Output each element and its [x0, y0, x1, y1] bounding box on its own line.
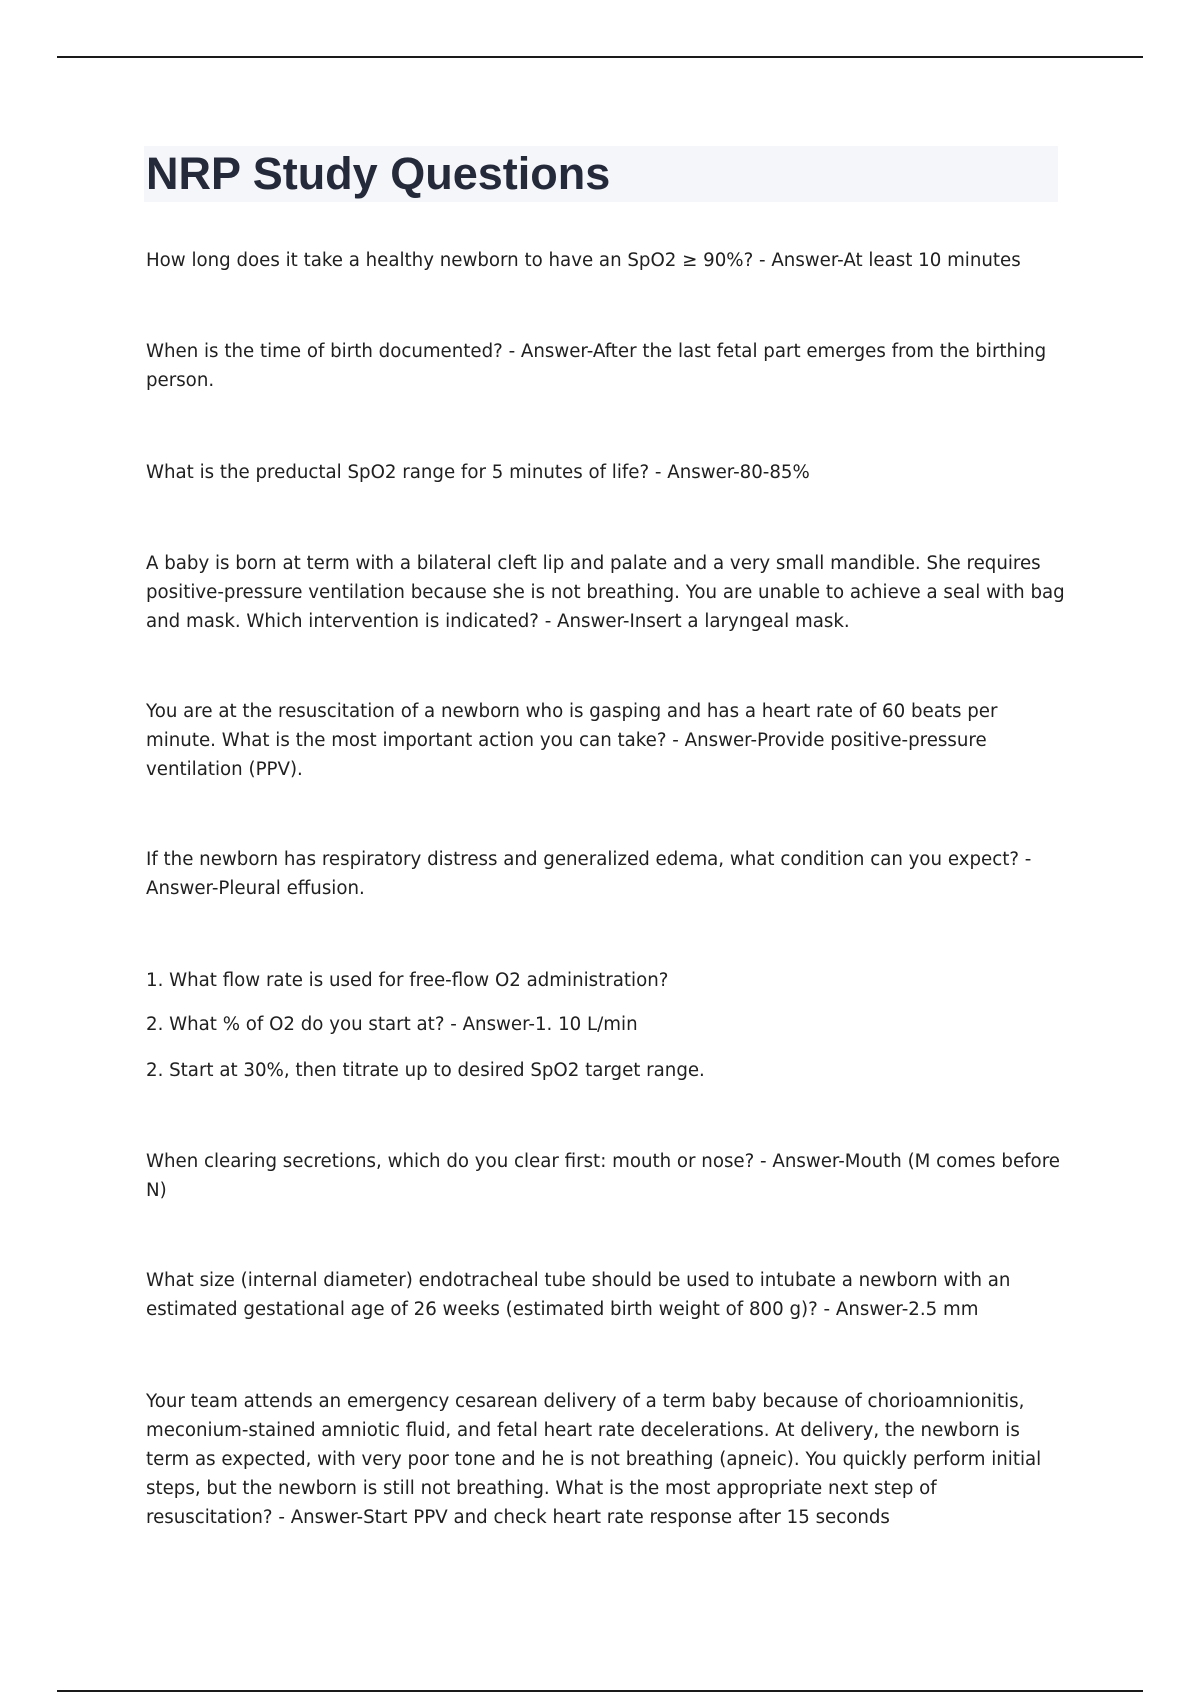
question-item: Your team attends an emergency cesarean delivery of a term baby because of chorioamnionitis, meconium-stained amniotic fluid, and fetal heart rate decelerations. At delivery, the newborn is term as expected, with very poor tone and he is not breathing (apneic). You quickly perform initial steps, but the newborn is still not breathing. What is the most appropriate next step of resuscitation? - Answer-Start PPV and check heart rate response after 15 seconds [146, 1391, 1042, 1528]
question-item: You are at the resuscitation of a newborn who is gasping and has a heart rate of 60 beats per minute. What is the most important action you can take? - Answer-Provide positive-pressure ventilation (PPV). [146, 701, 998, 780]
question-item: If the newborn has respiratory distress and generalized edema, what condition can you expect? - Answer-Pleural effusion. [146, 849, 1032, 899]
top-rule [57, 56, 1143, 58]
page-title: NRP Study Questions [146, 148, 611, 199]
question-item: What size (internal diameter) endotracheal tube should be used to intubate a newborn with an estimated gestational age of 26 weeks (estimated birth weight of 800 g)? - Answer-2.5 mm [146, 1270, 1011, 1320]
question-item: What is the preductal SpO2 range for 5 minutes of life? - Answer-80-85% [146, 462, 810, 483]
question-item: When is the time of birth documented? - Answer-After the last fetal part emerges from the birthing person. [146, 341, 1047, 391]
question-item: A baby is born at term with a bilateral cleft lip and palate and a very small mandible. She requires positive-pressure ventilation because she is not breathing. You are unable to achieve a seal with bag and mask. Which intervention is indicated? - Answer-Insert a laryngeal mask. [146, 553, 1065, 632]
question-item: How long does it take a healthy newborn to have an SpO2 ≥ 90%? - Answer-At least 10 minutes [146, 250, 1021, 271]
bottom-rule [57, 1690, 1143, 1692]
oxygen-question-line: 2. Start at 30%, then titrate up to desired SpO2 target range. [146, 1060, 705, 1081]
oxygen-question-line: 1. What flow rate is used for free-flow O2 administration? [146, 970, 669, 991]
oxygen-question-line: 2. What % of O2 do you start at? - Answer-1. 10 L/min [146, 1014, 638, 1035]
question-item: When clearing secretions, which do you clear first: mouth or nose? - Answer-Mouth (M comes before N) [146, 1151, 1060, 1201]
